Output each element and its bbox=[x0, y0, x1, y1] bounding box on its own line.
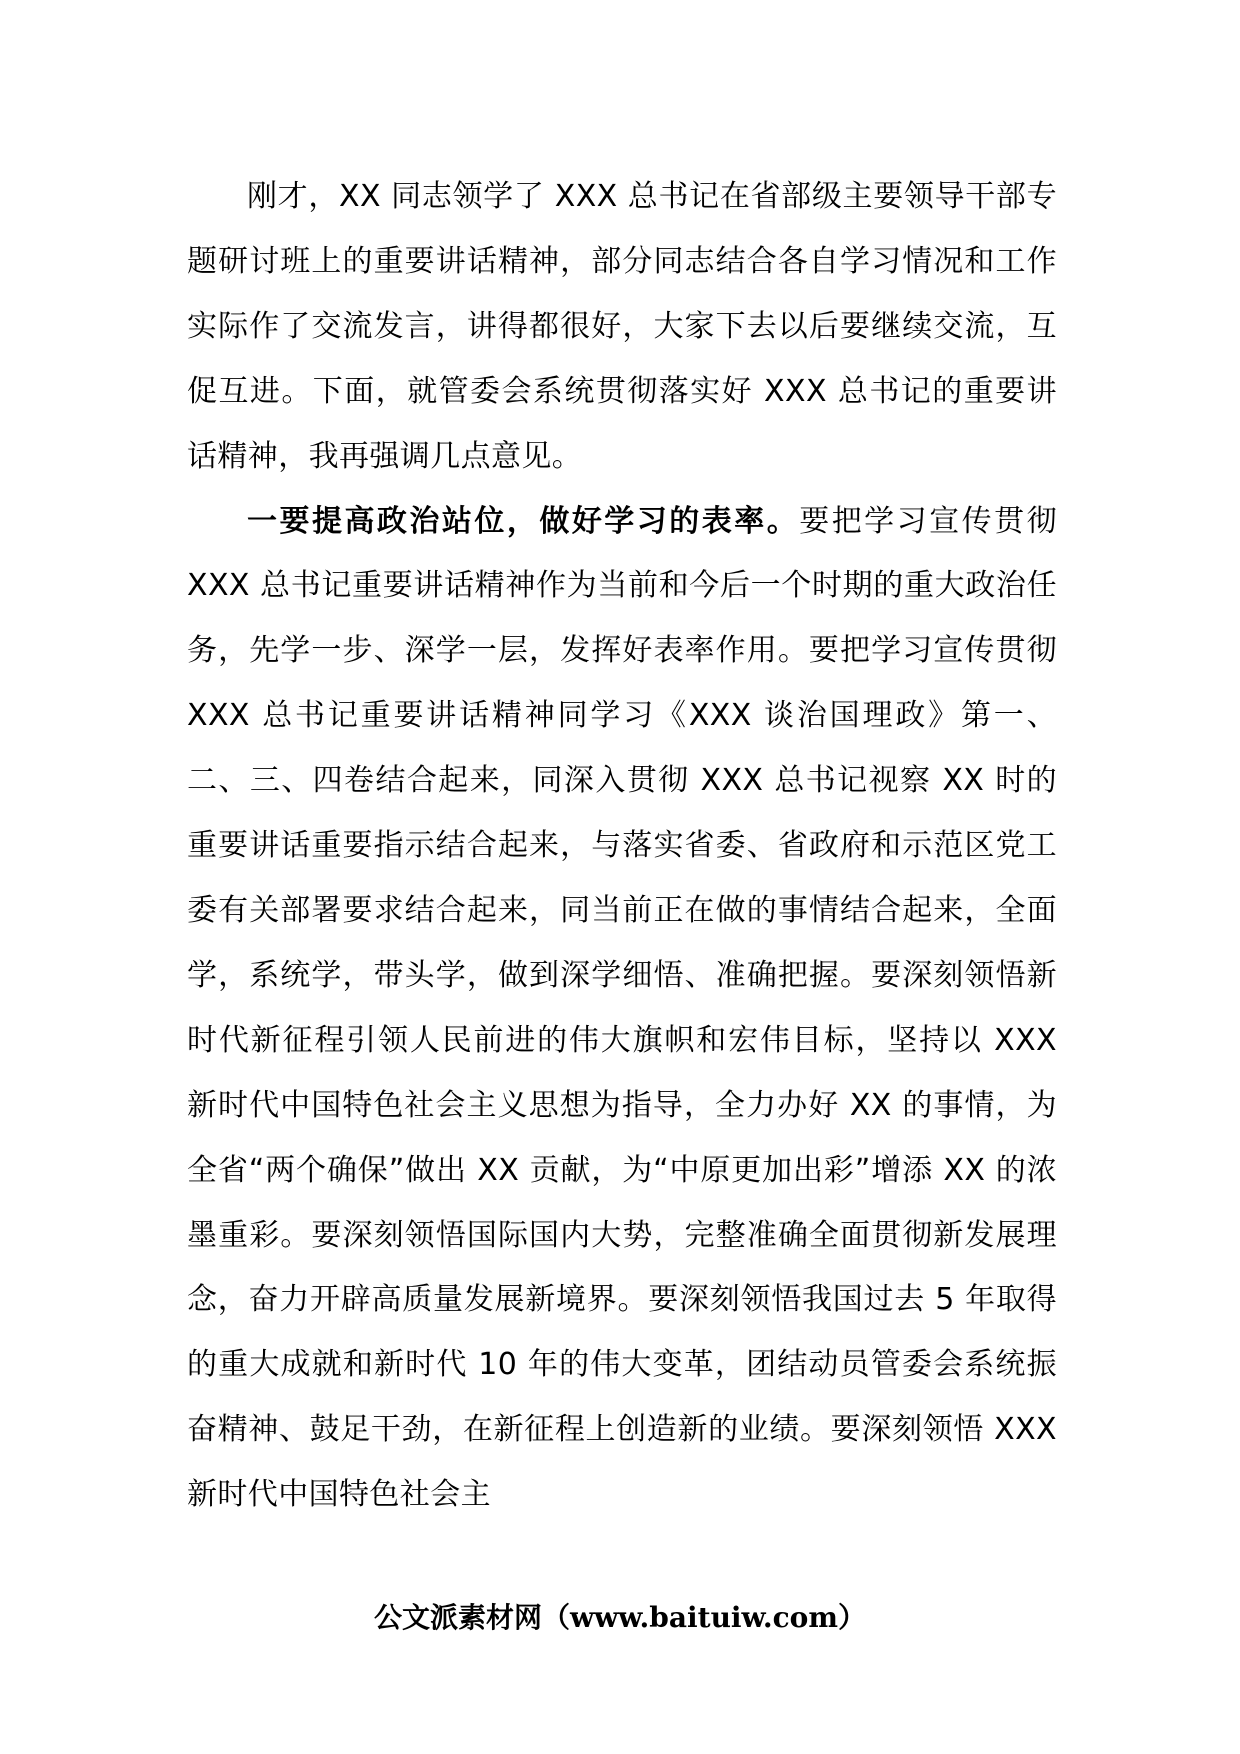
paragraph-text: 刚才，XX 同志领学了 XXX 总书记在省部级主要领导干部专题研讨班上的重要讲话精神，部分同志结合各自学习情况和工作实际作了交流发言，讲得都很好，大家下去以后要继续交流，互促互进。下面，就管委会系统贯彻落实好 XXX 总书记的重要讲话精神，我再强调几点意见。 bbox=[187, 179, 1057, 474]
document-body bbox=[187, 165, 1057, 1528]
paragraph-text: 要把学习宣传贯彻 XXX 总书记重要讲话精神作为当前和今后一个时期的重大政治任务，先学一步、深学一层，发挥好表率作用。要把学习宣传贯彻 XXX 总书记重要讲话精神同学习《XXX 谈治国理政》第一、二、三、四卷结合起来，同深入贯彻 XXX 总书记视察 XX 时的重要讲话重要指示结合起来，与落实省委、省政府和示范区党工委有关部署要求结合起来，同当前正在做的事情结合起来，全面学，系统学，带头学，做到深学细悟、准确把握。要深刻领悟新时代新征程引领人民前进的伟大旗帜和宏伟目标，坚持以 XXX 新时代中国特色社会主义思想为指导，全力办好 XX 的事情，为全省“两个确保”做出 XX 贡献，为“中原更加出彩”增添 XX 的浓墨重彩。要深刻领悟国际国内大势，完整准确全面贯彻新发展理念，奋力开辟高质量发展新境界。要深刻领悟我国过去 5 年取得的重大成就和新时代 10 年的伟大变革，团结动员管委会系统振奋精神、鼓足干劲，在新征程上创造新的业绩。要深刻领悟 XXX 新时代中国特色社会主 bbox=[187, 503, 1057, 1513]
paragraph-point-one bbox=[187, 490, 1057, 1529]
paragraph-lead-heading: 一要提高政治站位，做好学习的表率。 bbox=[247, 503, 800, 539]
paragraph-opening bbox=[187, 165, 1057, 490]
page-footer: 公文派素材网（www.baituiw.com） bbox=[374, 1601, 866, 1634]
